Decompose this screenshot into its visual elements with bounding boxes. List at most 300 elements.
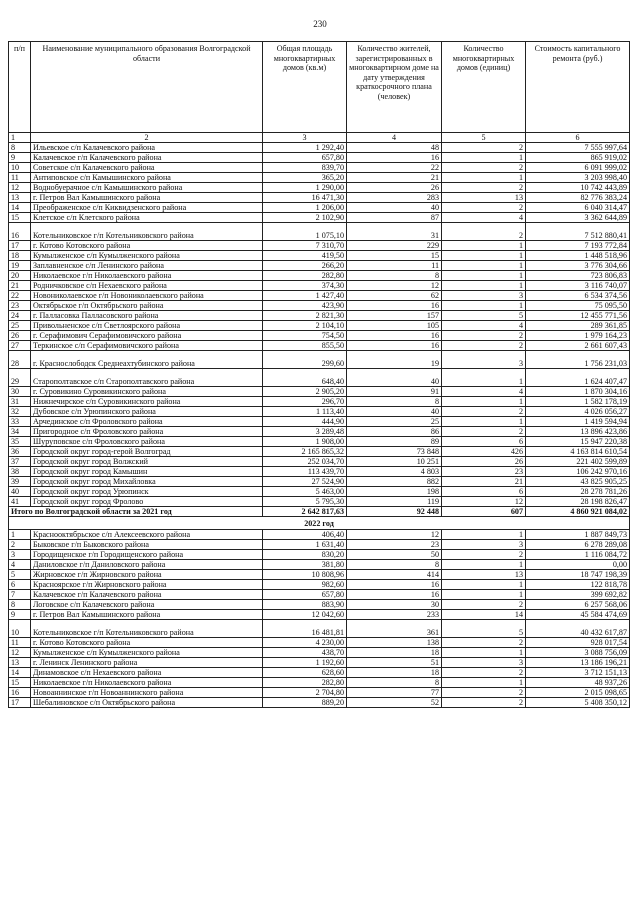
- residents-value: 882: [347, 477, 442, 487]
- area-value: 889,20: [263, 698, 347, 708]
- row-number: 15: [9, 678, 31, 688]
- houses-value: 3: [442, 351, 526, 369]
- houses-value: 3: [442, 540, 526, 550]
- area-value: 12 042,60: [263, 610, 347, 620]
- row-number: 8: [9, 143, 31, 153]
- table-row: [9, 143, 630, 153]
- area-value: 5 463,00: [263, 487, 347, 497]
- total-2021-row: [9, 507, 630, 517]
- cost-value: 1 448 518,96: [526, 251, 630, 261]
- row-number: 23: [9, 301, 31, 311]
- row-number: 16: [9, 223, 31, 241]
- cost-value: 2 015 098,65: [526, 688, 630, 698]
- houses-value: 2: [442, 698, 526, 708]
- municipality-name: Старополтавское с/п Старополтавского района: [31, 369, 263, 387]
- residents-value: 4 803: [347, 467, 442, 477]
- houses-value: 426: [442, 447, 526, 457]
- area-value: 657,80: [263, 590, 347, 600]
- area-value: 252 034,70: [263, 457, 347, 467]
- municipality-name: Городской округ город Урюпинск: [31, 487, 263, 497]
- houses-value: 4: [442, 213, 526, 223]
- row-number: 31: [9, 397, 31, 407]
- houses-value: 2: [442, 550, 526, 560]
- table-row: [9, 457, 630, 467]
- table-row: [9, 530, 630, 540]
- houses-value: 1: [442, 153, 526, 163]
- row-number: 9: [9, 153, 31, 163]
- residents-value: 229: [347, 241, 442, 251]
- houses-value: 4: [442, 387, 526, 397]
- cost-value: 3 776 304,66: [526, 261, 630, 271]
- municipality-name: г. Серафимович Серафимовичского района: [31, 331, 263, 341]
- table-row: [9, 610, 630, 620]
- cost-value: 28 278 781,26: [526, 487, 630, 497]
- municipality-name: г. Котово Котовского района: [31, 638, 263, 648]
- cost-value: 13 896 423,86: [526, 427, 630, 437]
- table-row: [9, 351, 630, 369]
- area-value: 10 808,96: [263, 570, 347, 580]
- residents-value: 361: [347, 620, 442, 638]
- table-row: [9, 281, 630, 291]
- table-row: [9, 223, 630, 241]
- table-row: [9, 477, 630, 487]
- houses-value: 13: [442, 570, 526, 580]
- table-row: [9, 437, 630, 447]
- houses-value: 2: [442, 668, 526, 678]
- residents-value: 48: [347, 143, 442, 153]
- area-value: 855,50: [263, 341, 347, 351]
- residents-value: 15: [347, 251, 442, 261]
- houses-value: 1: [442, 271, 526, 281]
- table-row: [9, 620, 630, 638]
- table-row: [9, 261, 630, 271]
- municipality-name: Заплавненское с/п Ленинского района: [31, 261, 263, 271]
- area-value: 2 821,30: [263, 311, 347, 321]
- row-number: 17: [9, 698, 31, 708]
- municipality-name: Городищенское г/п Городищенского района: [31, 550, 263, 560]
- cost-value: 13 186 196,21: [526, 658, 630, 668]
- cost-value: 48 937,26: [526, 678, 630, 688]
- municipality-name: г. Краснослободск Среднеахтубинского района: [31, 351, 263, 369]
- houses-value: 1: [442, 397, 526, 407]
- table-row: [9, 153, 630, 163]
- table-row: [9, 341, 630, 351]
- table-row: [9, 427, 630, 437]
- municipality-name: Воднобуерачное с/п Камышинского района: [31, 183, 263, 193]
- houses-value: 2: [442, 427, 526, 437]
- table-row: [9, 648, 630, 658]
- cost-value: 122 818,78: [526, 580, 630, 590]
- municipality-name: Октябрьское г/п Октябрьского района: [31, 301, 263, 311]
- table-row: [9, 417, 630, 427]
- area-value: 266,20: [263, 261, 347, 271]
- cost-value: 6 534 374,56: [526, 291, 630, 301]
- residents-value: 119: [347, 497, 442, 507]
- cost-value: 7 555 997,64: [526, 143, 630, 153]
- table-row: [9, 311, 630, 321]
- index-cell: 1: [9, 133, 31, 143]
- cost-value: 3 088 756,09: [526, 648, 630, 658]
- row-number: 19: [9, 261, 31, 271]
- area-value: 381,80: [263, 560, 347, 570]
- page-number: 230: [313, 19, 327, 29]
- area-value: 406,40: [263, 530, 347, 540]
- cost-value: 723 806,83: [526, 271, 630, 281]
- header-cost: Стоимость капитального ремонта (руб.): [526, 42, 630, 133]
- cost-value: 6 040 314,47: [526, 203, 630, 213]
- houses-value: 4: [442, 321, 526, 331]
- houses-value: 1: [442, 369, 526, 387]
- year-2022-row: [9, 517, 630, 530]
- cost-value: 1 870 304,16: [526, 387, 630, 397]
- houses-value: 1: [442, 678, 526, 688]
- municipality-name: Калачевское г/п Калачевского района: [31, 153, 263, 163]
- area-value: 282,80: [263, 678, 347, 688]
- houses-value: 1: [442, 261, 526, 271]
- houses-value: 2: [442, 407, 526, 417]
- header-area: Общая площадь многоквартирных домов (кв.м): [263, 42, 347, 133]
- cost-value: 1 624 407,47: [526, 369, 630, 387]
- row-number: 22: [9, 291, 31, 301]
- total-residents: 92 448: [347, 507, 442, 517]
- cost-value: 1 756 231,03: [526, 351, 630, 369]
- residents-value: 52: [347, 698, 442, 708]
- table-row: [9, 397, 630, 407]
- row-number: 33: [9, 417, 31, 427]
- area-value: 1 292,40: [263, 143, 347, 153]
- municipality-name: Родничковское с/п Нехаевского района: [31, 281, 263, 291]
- municipality-name: Пригородное с/п Фроловского района: [31, 427, 263, 437]
- area-value: 2 104,10: [263, 321, 347, 331]
- row-number: 40: [9, 487, 31, 497]
- area-value: 830,20: [263, 550, 347, 560]
- index-cell: 2: [31, 133, 263, 143]
- houses-value: 3: [442, 658, 526, 668]
- row-number: 21: [9, 281, 31, 291]
- houses-value: 26: [442, 457, 526, 467]
- houses-value: 1: [442, 580, 526, 590]
- table-row: [9, 487, 630, 497]
- header-municipality: Наименование муниципального образования Волгоградской области: [31, 42, 263, 133]
- row-number: 37: [9, 457, 31, 467]
- table-row: [9, 688, 630, 698]
- table-row: [9, 590, 630, 600]
- header-residents: Количество жителей, зарегистрированных в многоквартирном доме на дату утверждения краткосрочного плана (человек): [347, 42, 442, 133]
- row-number: 25: [9, 321, 31, 331]
- area-value: 883,90: [263, 600, 347, 610]
- residents-value: 26: [347, 183, 442, 193]
- area-value: 839,70: [263, 163, 347, 173]
- area-value: 444,90: [263, 417, 347, 427]
- residents-value: 157: [347, 311, 442, 321]
- houses-value: 2: [442, 163, 526, 173]
- cost-value: 0,00: [526, 560, 630, 570]
- houses-value: 2: [442, 688, 526, 698]
- municipality-name: Котельниковское г/п Котельниковского района: [31, 223, 263, 241]
- area-value: 374,30: [263, 281, 347, 291]
- municipality-name: г. Палласовка Палласовского района: [31, 311, 263, 321]
- capital-repair-table: [8, 41, 630, 708]
- header-houses: Количество многоквартирных домов (единиц): [442, 42, 526, 133]
- houses-value: 6: [442, 437, 526, 447]
- row-number: 13: [9, 658, 31, 668]
- cost-value: 18 747 198,39: [526, 570, 630, 580]
- table-row: [9, 331, 630, 341]
- cost-value: 1 419 594,94: [526, 417, 630, 427]
- residents-value: 18: [347, 648, 442, 658]
- area-value: 3 289,48: [263, 427, 347, 437]
- table-row: [9, 251, 630, 261]
- table-row: [9, 497, 630, 507]
- row-number: 12: [9, 648, 31, 658]
- row-number: 28: [9, 351, 31, 369]
- residents-value: 11: [347, 261, 442, 271]
- row-number: 10: [9, 163, 31, 173]
- row-number: 26: [9, 331, 31, 341]
- area-value: 1 290,00: [263, 183, 347, 193]
- cost-value: 45 584 474,69: [526, 610, 630, 620]
- municipality-name: Дубовское с/п Урюпинского района: [31, 407, 263, 417]
- houses-value: 1: [442, 417, 526, 427]
- residents-value: 89: [347, 437, 442, 447]
- residents-value: 19: [347, 351, 442, 369]
- area-value: 438,70: [263, 648, 347, 658]
- cost-value: 75 095,50: [526, 301, 630, 311]
- residents-value: 40: [347, 369, 442, 387]
- row-number: 17: [9, 241, 31, 251]
- area-value: 1 908,00: [263, 437, 347, 447]
- municipality-name: Кумылженское с/п Кумылженского района: [31, 648, 263, 658]
- municipality-name: Кумылженское с/п Кумылженского района: [31, 251, 263, 261]
- cost-value: 82 776 383,24: [526, 193, 630, 203]
- municipality-name: Жирновское г/п Жирновского района: [31, 570, 263, 580]
- area-value: 754,50: [263, 331, 347, 341]
- row-number: 6: [9, 580, 31, 590]
- area-value: 982,60: [263, 580, 347, 590]
- row-number: 24: [9, 311, 31, 321]
- municipality-name: Преображенское с/п Киквидзенского района: [31, 203, 263, 213]
- residents-value: 23: [347, 540, 442, 550]
- row-number: 18: [9, 251, 31, 261]
- municipality-name: Котельниковское г/п Котельниковского района: [31, 620, 263, 638]
- row-number: 12: [9, 183, 31, 193]
- row-number: 29: [9, 369, 31, 387]
- cost-value: 7 512 880,41: [526, 223, 630, 241]
- residents-value: 73 848: [347, 447, 442, 457]
- cost-value: 28 198 826,47: [526, 497, 630, 507]
- area-value: 5 795,30: [263, 497, 347, 507]
- houses-value: 2: [442, 223, 526, 241]
- row-number: 13: [9, 193, 31, 203]
- row-number: 2: [9, 540, 31, 550]
- table-row: [9, 387, 630, 397]
- area-value: 113 439,70: [263, 467, 347, 477]
- header-row: [9, 42, 630, 133]
- header-num: п/п: [9, 42, 31, 133]
- table-row: [9, 369, 630, 387]
- municipality-name: Даниловское г/п Даниловского района: [31, 560, 263, 570]
- municipality-name: Николаевское г/п Николаевского района: [31, 678, 263, 688]
- total-label: Итого по Волгоградской области за 2021 год: [9, 507, 263, 517]
- municipality-name: Городской округ город Михайловка: [31, 477, 263, 487]
- table-row: [9, 241, 630, 251]
- houses-value: 23: [442, 467, 526, 477]
- municipality-name: г. Суровикино Суровикинского района: [31, 387, 263, 397]
- area-value: 16 471,30: [263, 193, 347, 203]
- row-number: 11: [9, 638, 31, 648]
- table-row: [9, 271, 630, 281]
- houses-value: 1: [442, 590, 526, 600]
- municipality-name: Городской округ город Фролово: [31, 497, 263, 507]
- row-number: 16: [9, 688, 31, 698]
- residents-value: 50: [347, 550, 442, 560]
- index-cell: 5: [442, 133, 526, 143]
- cost-value: 3 712 151,13: [526, 668, 630, 678]
- municipality-name: Николаевское г/п Николаевского района: [31, 271, 263, 281]
- houses-value: 1: [442, 173, 526, 183]
- houses-value: 2: [442, 203, 526, 213]
- row-number: 27: [9, 341, 31, 351]
- cost-value: 1 887 849,73: [526, 530, 630, 540]
- table-row: [9, 447, 630, 457]
- residents-value: 87: [347, 213, 442, 223]
- row-number: 35: [9, 437, 31, 447]
- table-row: [9, 321, 630, 331]
- houses-value: 14: [442, 610, 526, 620]
- cost-value: 15 947 220,38: [526, 437, 630, 447]
- table-row: [9, 193, 630, 203]
- area-value: 1 427,40: [263, 291, 347, 301]
- area-value: 4 230,00: [263, 638, 347, 648]
- cost-value: 4 026 056,27: [526, 407, 630, 417]
- area-value: 296,70: [263, 397, 347, 407]
- area-value: 657,80: [263, 153, 347, 163]
- cost-value: 12 455 771,56: [526, 311, 630, 321]
- cost-value: 289 361,85: [526, 321, 630, 331]
- table-row: [9, 173, 630, 183]
- row-number: 10: [9, 620, 31, 638]
- index-cell: 3: [263, 133, 347, 143]
- municipality-name: Городской округ город Волжский: [31, 457, 263, 467]
- residents-value: 16: [347, 153, 442, 163]
- houses-value: 1: [442, 560, 526, 570]
- index-cell: 6: [526, 133, 630, 143]
- area-value: 27 524,90: [263, 477, 347, 487]
- residents-value: 86: [347, 427, 442, 437]
- index-cell: 4: [347, 133, 442, 143]
- area-value: 419,50: [263, 251, 347, 261]
- area-value: 2 165 865,32: [263, 447, 347, 457]
- row-number: 1: [9, 530, 31, 540]
- table-row: [9, 163, 630, 173]
- houses-value: 6: [442, 487, 526, 497]
- row-number: 5: [9, 570, 31, 580]
- area-value: 2 102,90: [263, 213, 347, 223]
- residents-value: 233: [347, 610, 442, 620]
- residents-value: 8: [347, 560, 442, 570]
- column-index-row: [9, 133, 630, 143]
- municipality-name: Клетское с/п Клетского района: [31, 213, 263, 223]
- row-number: 7: [9, 590, 31, 600]
- municipality-name: Теркинское с/п Серафимовичского района: [31, 341, 263, 351]
- municipality-name: Красноярское г/п Жирновского района: [31, 580, 263, 590]
- municipality-name: Привольненское с/п Светлоярского района: [31, 321, 263, 331]
- residents-value: 10 251: [347, 457, 442, 467]
- row-number: 20: [9, 271, 31, 281]
- total-cost: 4 860 921 084,02: [526, 507, 630, 517]
- houses-value: 2: [442, 341, 526, 351]
- table-row: [9, 678, 630, 688]
- row-number: 14: [9, 203, 31, 213]
- area-value: 7 310,70: [263, 241, 347, 251]
- houses-value: 1: [442, 301, 526, 311]
- cost-value: 928 017,54: [526, 638, 630, 648]
- municipality-name: Шебалиновское с/п Октябрьского района: [31, 698, 263, 708]
- table-row: [9, 183, 630, 193]
- cost-value: 6 278 289,08: [526, 540, 630, 550]
- residents-value: 198: [347, 487, 442, 497]
- residents-value: 16: [347, 301, 442, 311]
- row-number: 14: [9, 668, 31, 678]
- houses-value: 13: [442, 193, 526, 203]
- area-value: 282,80: [263, 271, 347, 281]
- municipality-name: Нижнечирское с/п Суровикинского района: [31, 397, 263, 407]
- row-number: 3: [9, 550, 31, 560]
- cost-value: 3 203 998,40: [526, 173, 630, 183]
- table-row: [9, 668, 630, 678]
- table-row: [9, 301, 630, 311]
- municipality-name: Антиповское с/п Камышинского района: [31, 173, 263, 183]
- area-value: 648,40: [263, 369, 347, 387]
- area-value: 16 481,81: [263, 620, 347, 638]
- municipality-name: Быковское г/п Быковского района: [31, 540, 263, 550]
- table-row: [9, 540, 630, 550]
- table-row: [9, 291, 630, 301]
- municipality-name: Динамовское с/п Нехаевского района: [31, 668, 263, 678]
- cost-value: 221 402 599,89: [526, 457, 630, 467]
- area-value: 2 905,20: [263, 387, 347, 397]
- houses-value: 2: [442, 331, 526, 341]
- area-value: 1 113,40: [263, 407, 347, 417]
- row-number: 11: [9, 173, 31, 183]
- area-value: 628,60: [263, 668, 347, 678]
- municipality-name: г. Петров Вал Камышинского района: [31, 610, 263, 620]
- cost-value: 10 742 443,89: [526, 183, 630, 193]
- residents-value: 8: [347, 271, 442, 281]
- cost-value: 1 582 178,19: [526, 397, 630, 407]
- municipality-name: Ильевское с/п Калачевского района: [31, 143, 263, 153]
- residents-value: 40: [347, 203, 442, 213]
- municipality-name: Новоаннинское г/п Новоаннинского района: [31, 688, 263, 698]
- table-row: [9, 570, 630, 580]
- table-row: [9, 658, 630, 668]
- table-row: [9, 213, 630, 223]
- total-area: 2 642 817,63: [263, 507, 347, 517]
- total-houses: 607: [442, 507, 526, 517]
- cost-value: 2 661 607,43: [526, 341, 630, 351]
- houses-value: 2: [442, 183, 526, 193]
- row-number: 32: [9, 407, 31, 417]
- row-number: 39: [9, 477, 31, 487]
- residents-value: 12: [347, 281, 442, 291]
- residents-value: 12: [347, 530, 442, 540]
- municipality-name: Новониколаевское г/п Новониколаевского района: [31, 291, 263, 301]
- table-row: [9, 467, 630, 477]
- area-value: 2 704,80: [263, 688, 347, 698]
- table-row: [9, 600, 630, 610]
- residents-value: 414: [347, 570, 442, 580]
- municipality-name: г. Ленинск Ленинского района: [31, 658, 263, 668]
